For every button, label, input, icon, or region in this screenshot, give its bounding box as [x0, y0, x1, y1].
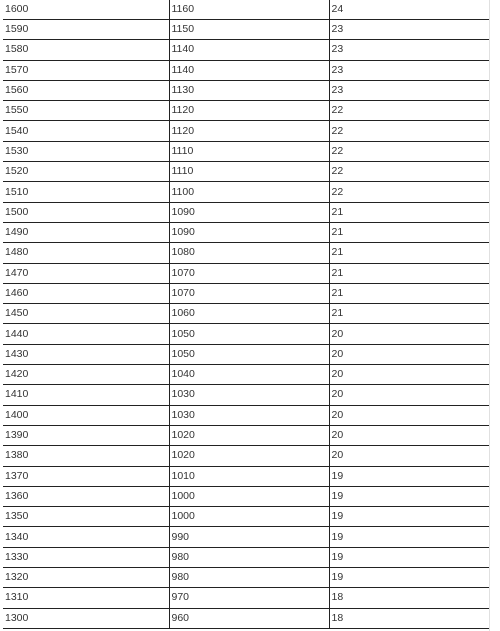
- table-cell-col2: 990: [169, 527, 329, 547]
- table-cell-col1: 1580: [3, 40, 169, 60]
- table-row: [3, 507, 489, 527]
- table-cell-col3: 23: [329, 80, 489, 100]
- table-cell-col1: 1330: [3, 547, 169, 567]
- table-cell-col1: 1530: [3, 141, 169, 161]
- table-row: [3, 80, 489, 100]
- table-cell-col3: 22: [329, 101, 489, 121]
- table-row: [3, 304, 489, 324]
- table-cell-col3: 19: [329, 486, 489, 506]
- table-cell-col2: 1070: [169, 263, 329, 283]
- table-cell-col1: 1420: [3, 365, 169, 385]
- table-row: [3, 547, 489, 567]
- table-cell-col2: 1050: [169, 344, 329, 364]
- table-cell-col2: 1000: [169, 486, 329, 506]
- table-cell-col1: 1600: [3, 0, 169, 20]
- table-cell-col2: 1110: [169, 141, 329, 161]
- table-row: [3, 222, 489, 242]
- table-cell-col1: 1450: [3, 304, 169, 324]
- table-cell-col3: 20: [329, 324, 489, 344]
- table-row: [3, 425, 489, 445]
- table-cell-col1: 1460: [3, 283, 169, 303]
- table-cell-col3: 21: [329, 222, 489, 242]
- table-cell-col2: 1010: [169, 466, 329, 486]
- table-cell-col2: 1030: [169, 385, 329, 405]
- table-row: [3, 365, 489, 385]
- table-cell-col1: 1590: [3, 20, 169, 40]
- table-cell-col2: 970: [169, 588, 329, 608]
- table-cell-col2: 980: [169, 568, 329, 588]
- table-cell-col1: 1480: [3, 243, 169, 263]
- table-cell-col1: 1550: [3, 101, 169, 121]
- table-cell-col3: 23: [329, 60, 489, 80]
- table-cell-col3: 18: [329, 588, 489, 608]
- table-cell-col1: 1410: [3, 385, 169, 405]
- table-row: [3, 0, 489, 20]
- table-cell-col1: 1340: [3, 527, 169, 547]
- table-cell-col2: 980: [169, 547, 329, 567]
- table-row: [3, 263, 489, 283]
- table-cell-col2: 1120: [169, 101, 329, 121]
- table-cell-col1: 1390: [3, 425, 169, 445]
- table-row: [3, 385, 489, 405]
- table-cell-col2: 1030: [169, 405, 329, 425]
- table-cell-col3: 21: [329, 243, 489, 263]
- table-cell-col3: 20: [329, 425, 489, 445]
- table-row: [3, 60, 489, 80]
- table-cell-col1: 1440: [3, 324, 169, 344]
- table-row: [3, 243, 489, 263]
- table-row: [3, 121, 489, 141]
- table-cell-col2: 1100: [169, 182, 329, 202]
- page-edge: [489, 0, 490, 631]
- table-cell-col2: 1130: [169, 80, 329, 100]
- table-cell-col1: 1570: [3, 60, 169, 80]
- table-cell-col3: 24: [329, 0, 489, 20]
- table-cell-col3: 23: [329, 20, 489, 40]
- table-cell-col1: 1520: [3, 162, 169, 182]
- table-cell-col3: 18: [329, 608, 489, 628]
- table-cell-col2: 1020: [169, 446, 329, 466]
- table-cell-col3: 21: [329, 304, 489, 324]
- table-cell-col1: 1470: [3, 263, 169, 283]
- table-cell-col2: 1040: [169, 365, 329, 385]
- table-cell-col2: 1140: [169, 60, 329, 80]
- table-row: [3, 344, 489, 364]
- table-cell-col1: 1430: [3, 344, 169, 364]
- table-row: [3, 608, 489, 628]
- table-row: [3, 141, 489, 161]
- table-cell-col2: 1090: [169, 202, 329, 222]
- table-row: [3, 283, 489, 303]
- table-cell-col3: 19: [329, 507, 489, 527]
- table-cell-col1: 1380: [3, 446, 169, 466]
- table-cell-col2: 1120: [169, 121, 329, 141]
- table-cell-col1: 1360: [3, 486, 169, 506]
- table-cell-col1: 1540: [3, 121, 169, 141]
- table-row: [3, 486, 489, 506]
- table-cell-col1: 1350: [3, 507, 169, 527]
- table-cell-col3: 22: [329, 121, 489, 141]
- table-cell-col1: 1490: [3, 222, 169, 242]
- table-cell-col3: 22: [329, 162, 489, 182]
- table-cell-col1: 1510: [3, 182, 169, 202]
- table-cell-col3: 20: [329, 405, 489, 425]
- table-cell-col3: 23: [329, 40, 489, 60]
- table-cell-col1: 1310: [3, 588, 169, 608]
- table-cell-col1: 1370: [3, 466, 169, 486]
- table-cell-col2: 1070: [169, 283, 329, 303]
- table-cell-col2: 1140: [169, 40, 329, 60]
- table-cell-col2: 960: [169, 608, 329, 628]
- table-cell-col3: 20: [329, 344, 489, 364]
- table-cell-col1: 1320: [3, 568, 169, 588]
- table-cell-col3: 19: [329, 466, 489, 486]
- data-table: [3, 0, 489, 629]
- table-cell-col1: 1300: [3, 608, 169, 628]
- table-row: [3, 568, 489, 588]
- table-row: [3, 527, 489, 547]
- table-cell-col2: 1060: [169, 304, 329, 324]
- table-cell-col3: 21: [329, 202, 489, 222]
- table-cell-col2: 1050: [169, 324, 329, 344]
- table-cell-col3: 21: [329, 263, 489, 283]
- table-cell-col2: 1020: [169, 425, 329, 445]
- table-row: [3, 466, 489, 486]
- table-cell-col2: 1000: [169, 507, 329, 527]
- table-cell-col3: 20: [329, 365, 489, 385]
- table-cell-col2: 1110: [169, 162, 329, 182]
- table-cell-col2: 1160: [169, 0, 329, 20]
- table-cell-col1: 1560: [3, 80, 169, 100]
- table-cell-col3: 19: [329, 568, 489, 588]
- table-cell-col3: 19: [329, 547, 489, 567]
- table-row: [3, 324, 489, 344]
- table-cell-col3: 20: [329, 385, 489, 405]
- table-cell-col3: 19: [329, 527, 489, 547]
- table-cell-col2: 1150: [169, 20, 329, 40]
- table-body: [3, 0, 489, 628]
- table-row: [3, 405, 489, 425]
- table-row: [3, 182, 489, 202]
- table-cell-col3: 22: [329, 141, 489, 161]
- table-cell-col2: 1080: [169, 243, 329, 263]
- table-row: [3, 101, 489, 121]
- table-cell-col2: 1090: [169, 222, 329, 242]
- table-row: [3, 202, 489, 222]
- table-cell-col1: 1500: [3, 202, 169, 222]
- table-row: [3, 162, 489, 182]
- table-cell-col3: 21: [329, 283, 489, 303]
- table-row: [3, 446, 489, 466]
- table-row: [3, 20, 489, 40]
- table-cell-col1: 1400: [3, 405, 169, 425]
- table-row: [3, 40, 489, 60]
- table-cell-col3: 22: [329, 182, 489, 202]
- data-table-container: [3, 0, 489, 629]
- table-row: [3, 588, 489, 608]
- table-cell-col3: 20: [329, 446, 489, 466]
